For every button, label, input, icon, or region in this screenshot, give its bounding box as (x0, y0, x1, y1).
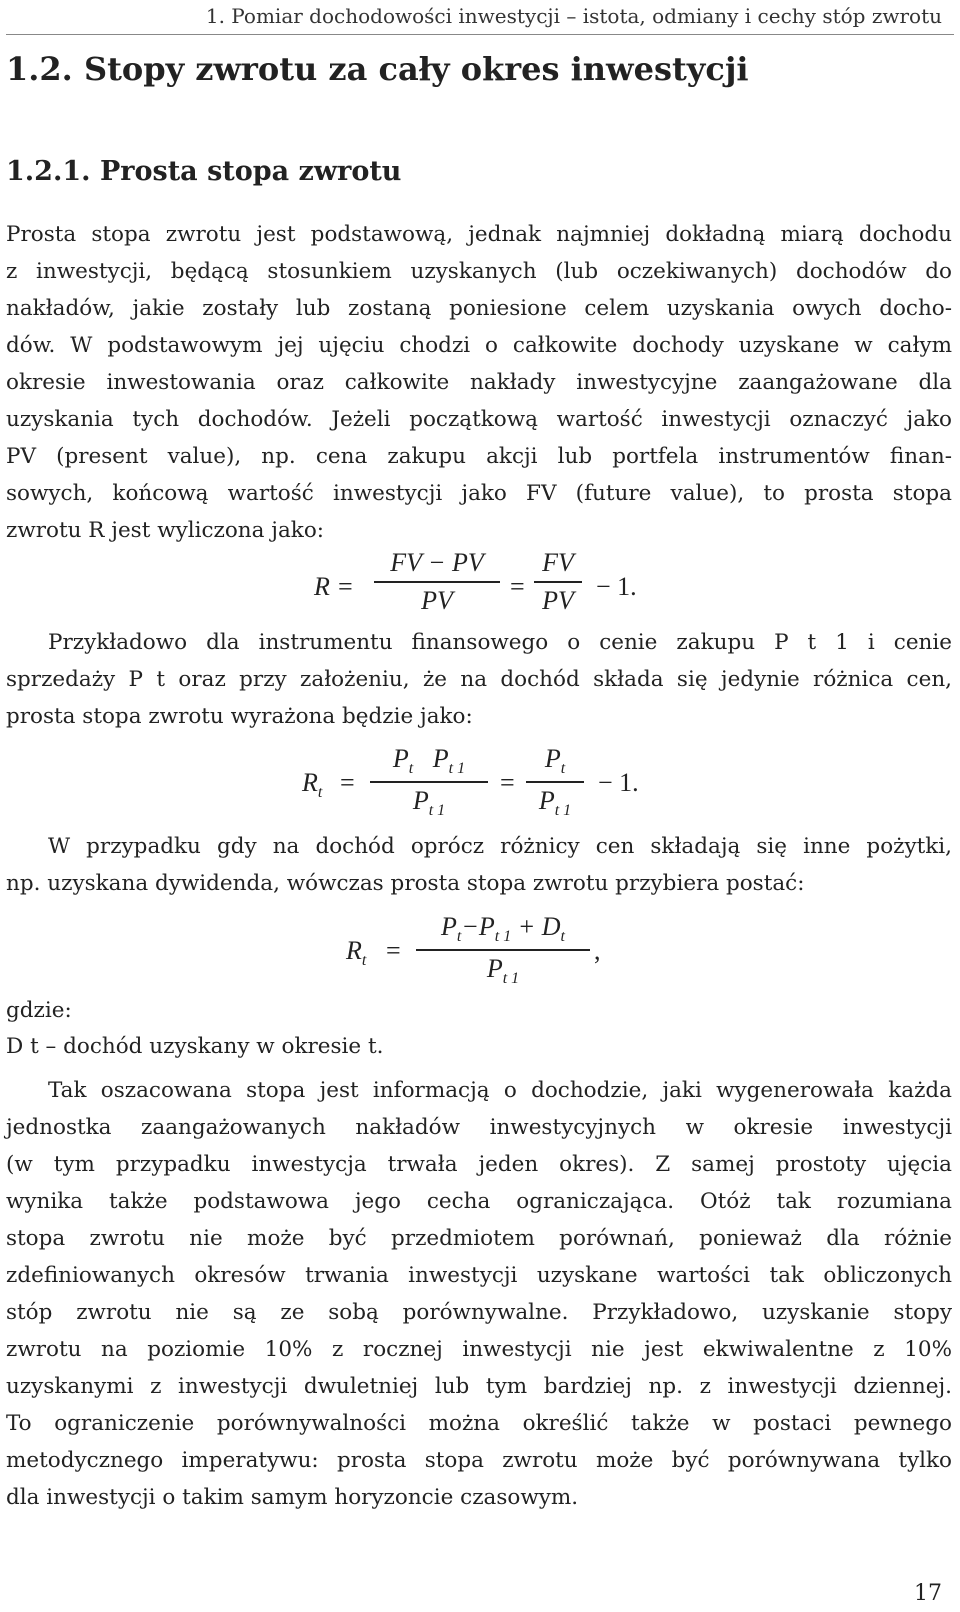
equals-sign: = (510, 572, 525, 601)
paragraph-line: uzyskania tych dochodów. Jeżeli początkową wartość inwestycji oznaczyć jako (6, 407, 952, 432)
paragraph-line: To ograniczenie porównywalności można określić także w postaci pewnego (6, 1411, 952, 1436)
paragraph-1 (6, 216, 952, 549)
fraction-bar (374, 581, 500, 583)
denominator: $P_{t 1}$ (412, 785, 446, 819)
paragraph-line: np. uzyskana dywidenda, wówczas prosta stopa zwrotu przybiera postać: (6, 871, 805, 896)
formula-price-return (302, 744, 662, 824)
equals-sign: = (500, 768, 515, 797)
paragraph-line: stóp zwrotu nie są ze sobą porównywalne. Przykładowo, uzyskanie stopy (6, 1300, 952, 1325)
fraction (416, 912, 590, 988)
fraction-bar (526, 781, 584, 783)
fraction (370, 744, 488, 820)
where-label: gdzie: (6, 998, 72, 1023)
paragraph-line: Prosta stopa zwrotu jest podstawową, jednak najmniej dokładną miarą dochodu (6, 222, 952, 247)
formula-lhs: $R_t$ (346, 936, 367, 969)
numerator: FV − PV (390, 548, 484, 577)
numerator: $P_t-P_{t 1} + D_t$ (440, 912, 565, 945)
fraction (374, 548, 500, 616)
paragraph-line: prosta stopa zwrotu wyrażona będzie jako: (6, 704, 473, 729)
paragraph-line: sprzedaży P t oraz przy założeniu, że na dochód składa się jedynie różnica cen, (6, 667, 952, 692)
paragraph-line: Przykładowo dla instrumentu finansowego o cenie zakupu P t 1 i cenie (48, 630, 952, 655)
paragraph-line: dla inwestycji o takim samym horyzoncie czasowym. (6, 1485, 579, 1510)
paragraph-line: (w tym przypadku inwestycja trwała jeden okres). Z samej prostoty ujęcia (6, 1152, 952, 1177)
paragraph-line: zwrotu R jest wyliczona jako: (6, 518, 325, 543)
numerator: FV (542, 548, 574, 577)
fraction-bar (534, 581, 582, 583)
paragraph-line: stopa zwrotu nie może być przedmiotem porównań, ponieważ dla różnie (6, 1226, 952, 1251)
paragraph-line: zdefiniowanych okresów trwania inwestycji uzyskane wartości tak obliczonych (6, 1263, 952, 1288)
subsection-title: 1.2.1. Prosta stopa zwrotu (6, 156, 402, 187)
variable-definition: D t – dochód uzyskany w okresie t. (6, 1034, 384, 1059)
equals-sign: = (340, 768, 355, 797)
fraction (534, 548, 582, 616)
formula-tail: , (594, 936, 601, 965)
paragraph-line: Tak oszacowana stopa jest informacją o dochodzie, jaki wygenerowała każda (48, 1078, 952, 1103)
paragraph-4 (6, 1072, 952, 1516)
fraction-bar (370, 781, 488, 783)
denominator: $P_{t 1}$ (486, 953, 520, 987)
page-number: 17 (914, 1581, 942, 1606)
formula-tail: − 1. (598, 768, 639, 797)
denominator: PV (542, 585, 574, 615)
paragraph-line: dów. W podstawowym jej ujęciu chodzi o całkowite dochody uzyskane w całym (6, 333, 952, 358)
running-header: 1. Pomiar dochodowości inwestycji – istota, odmiany i cechy stóp zwrotu (205, 4, 942, 28)
fraction-bar (416, 949, 590, 951)
numerator: $P_t$ $P_{t 1}$ (392, 744, 466, 777)
paragraph-line: wynika także podstawowa jego cecha ograniczająca. Otóż tak rozumiana (6, 1189, 952, 1214)
paragraph-line: okresie inwestowania oraz całkowite nakłady inwestycyjne zaangażowane dla (6, 370, 952, 395)
equals-sign: = (386, 936, 401, 965)
formula-lhs: $R_t$ (302, 768, 323, 801)
paragraph-3 (6, 828, 952, 902)
denominator: PV (421, 585, 453, 615)
denominator: $P_{t 1}$ (538, 785, 572, 819)
formula-lhs: R = (314, 572, 354, 601)
formula-return-with-dividend (346, 912, 646, 992)
formula-tail: − 1. (596, 572, 637, 601)
paragraph-2 (6, 624, 952, 735)
paragraph-line: W przypadku gdy na dochód oprócz różnicy cen składają się inne pożytki, (48, 834, 952, 859)
paragraph-line: z inwestycji, będącą stosunkiem uzyskanych (lub oczekiwanych) dochodów do (6, 259, 952, 284)
fraction (526, 744, 584, 820)
paragraph-line: zwrotu na poziomie 10% z rocznej inwestycji nie jest ekwiwalentne z 10% (6, 1337, 952, 1362)
header-rule (6, 34, 954, 35)
paragraph-line: uzyskanymi z inwestycji dwuletniej lub tym bardziej np. z inwestycji dziennej. (6, 1374, 952, 1399)
paragraph-line: jednostka zaangażowanych nakładów inwestycyjnych w okresie inwestycji (6, 1115, 952, 1140)
formula-simple-return (314, 548, 654, 628)
paragraph-line: metodycznego imperatywu: prosta stopa zwrotu może być porównywana tylko (6, 1448, 952, 1473)
paragraph-line: sowych, końcową wartość inwestycji jako FV (future value), to prosta stopa (6, 481, 952, 506)
section-title: 1.2. Stopy zwrotu za cały okres inwestycji (6, 50, 749, 88)
paragraph-line: nakładów, jakie zostały lub zostaną poniesione celem uzyskania owych docho- (6, 296, 952, 321)
paragraph-line: PV (present value), np. cena zakupu akcji lub portfela instrumentów finan- (6, 444, 952, 469)
numerator: $P_t$ (544, 744, 566, 777)
